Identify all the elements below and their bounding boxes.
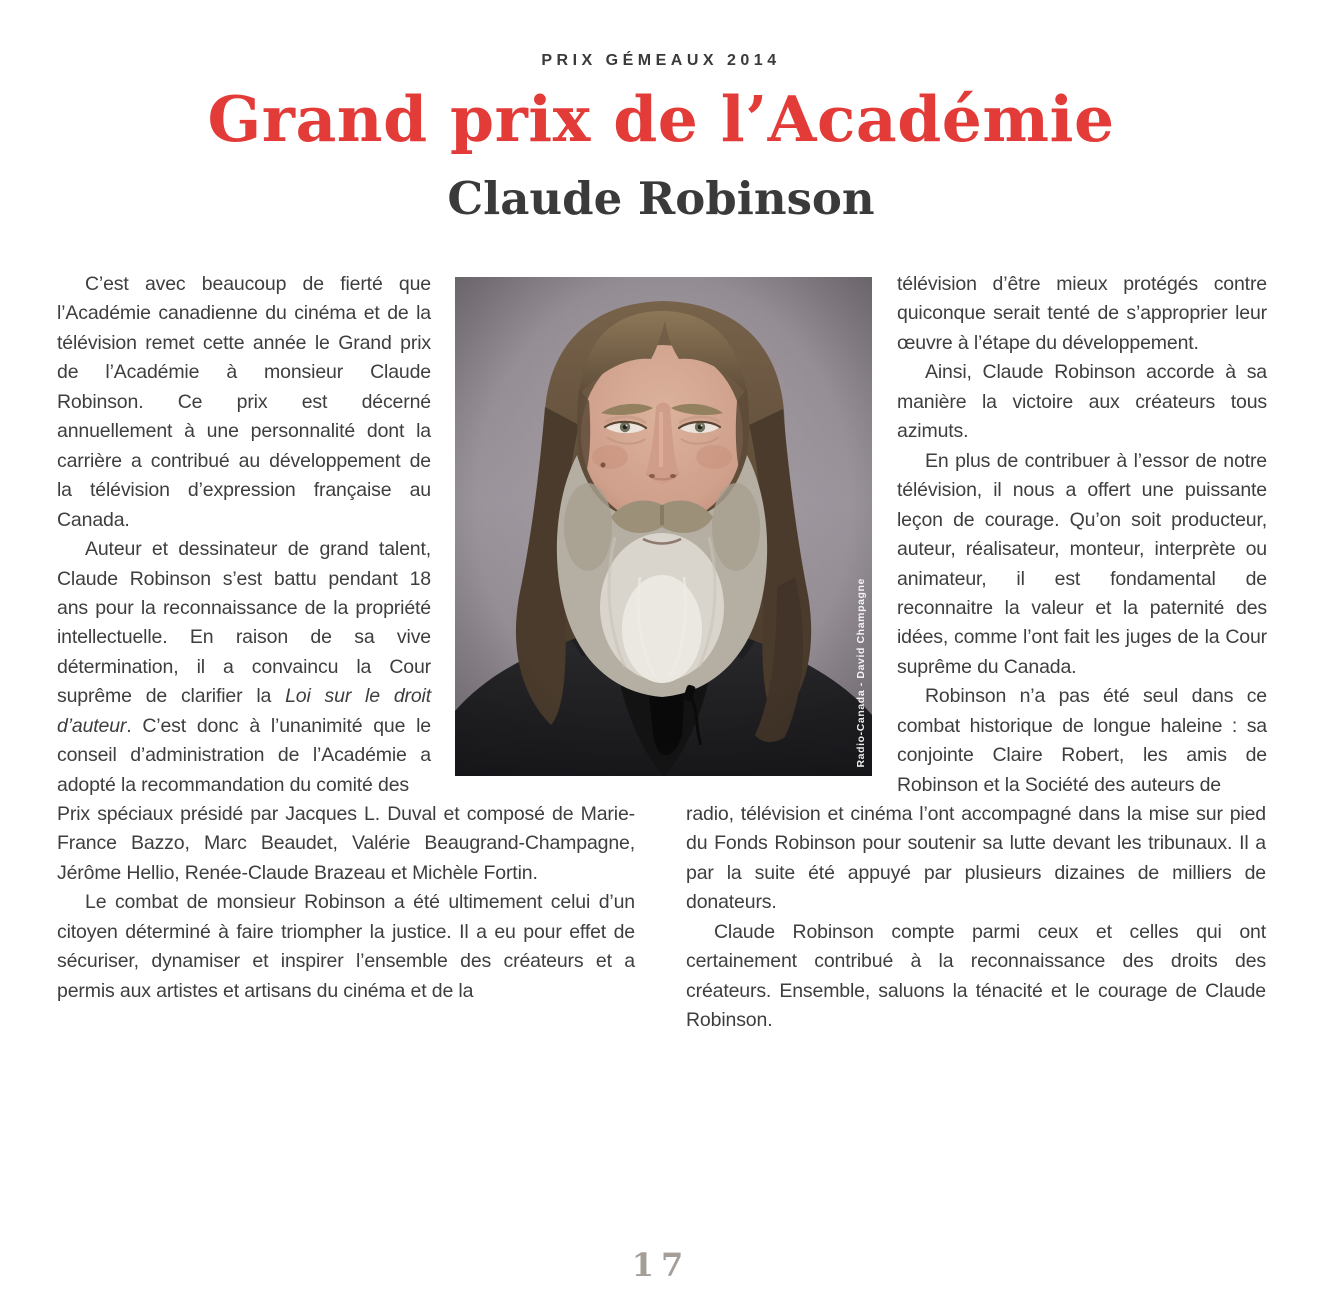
paragraph: Ainsi, Claude Robinson accorde à sa manière la victoire aux créateurs tous azimuts. xyxy=(897,361,1267,443)
subtitle: Claude Robinson xyxy=(447,172,875,225)
paragraph: Claude Robinson compte parmi ceux et celles qui ont certainement contribué à la reconnaissance des droits des créateurs. Ensemble, saluons la ténacité et le courage de Claude Robinson. xyxy=(686,920,1266,1032)
paragraph: télévision d’être mieux protégés contre quiconque serait tenté de s’approprier leur œuvre à l’étape du développement. xyxy=(897,273,1267,354)
paragraph: Robinson n’a pas été seul dans ce combat historique de longue haleine : sa conjointe Claire Robert, les amis de Robinson et la Société des auteurs de xyxy=(897,685,1267,796)
kicker: PRIX GÉMEAUX 2014 xyxy=(541,52,781,69)
article-column-right xyxy=(897,270,1267,800)
portrait-illustration xyxy=(455,277,872,776)
photo-credit: Radio-Canada - David Champagne xyxy=(855,578,867,768)
article-column-bottom-left xyxy=(57,800,635,1006)
paragraph: Prix spéciaux présidé par Jacques L. Duval et composé de Marie-France Bazzo, Marc Beaudet, Valérie Beaugrand-Champagne, Jérôme Hellio, Renée-Claude Brazeau et Michèle Fortin. xyxy=(57,803,635,884)
portrait-photo xyxy=(455,277,872,776)
article-column-bottom-right xyxy=(686,800,1266,1036)
paragraph: Auteur et dessinateur de grand talent, Claude Robinson s’est battu pendant 18 ans pour la reconnaissance de la propriété intellectuelle. En raison de sa vive détermination, il a convaincu la Cour suprême de clarifier la Loi sur le droit d’auteur. C’est donc à l’unanimité que le conseil d’administration de l’Académie a adopté la recommandation du comité des xyxy=(57,538,431,796)
paragraph: Le combat de monsieur Robinson a été ultimement celui d’un citoyen déterminé à faire triompher la justice. Il a eu pour effet de sécuriser, dynamiser et inspirer l’ensemble des créateurs et a permis aux artistes et artisans du cinéma et de la xyxy=(57,891,635,1002)
paragraph: radio, télévision et cinéma l’ont accompagné dans la mise sur pied du Fonds Robinson pour soutenir sa lutte devant les tribunaux. Il a par la suite été appuyé par plusieurs dizaines de milliers de donateurs. xyxy=(686,803,1266,914)
article-column-left xyxy=(57,270,431,800)
paragraph: En plus de contribuer à l’essor de notre télévision, il nous a offert une puissante leçon de courage. Qu’on soit producteur, auteur, réalisateur, monteur, interprète ou animateur, il est fondamental de reconnaitre la valeur et la paternité des idées, comme l’ont fait les juges de la Cour suprême du Canada. xyxy=(897,449,1267,678)
page-title: Grand prix de l’Académie xyxy=(207,82,1115,156)
paragraph: C’est avec beaucoup de fierté que l’Académie canadienne du cinéma et de la télévision remet cette année le Grand prix de l’Académie à monsieur Claude Robinson. Ce prix est décerné annuellement à une personnalité dont la carrière a contribué au développement de la télévision d’expression française au Canada. xyxy=(57,273,431,531)
page-number: 17 xyxy=(631,1246,691,1284)
